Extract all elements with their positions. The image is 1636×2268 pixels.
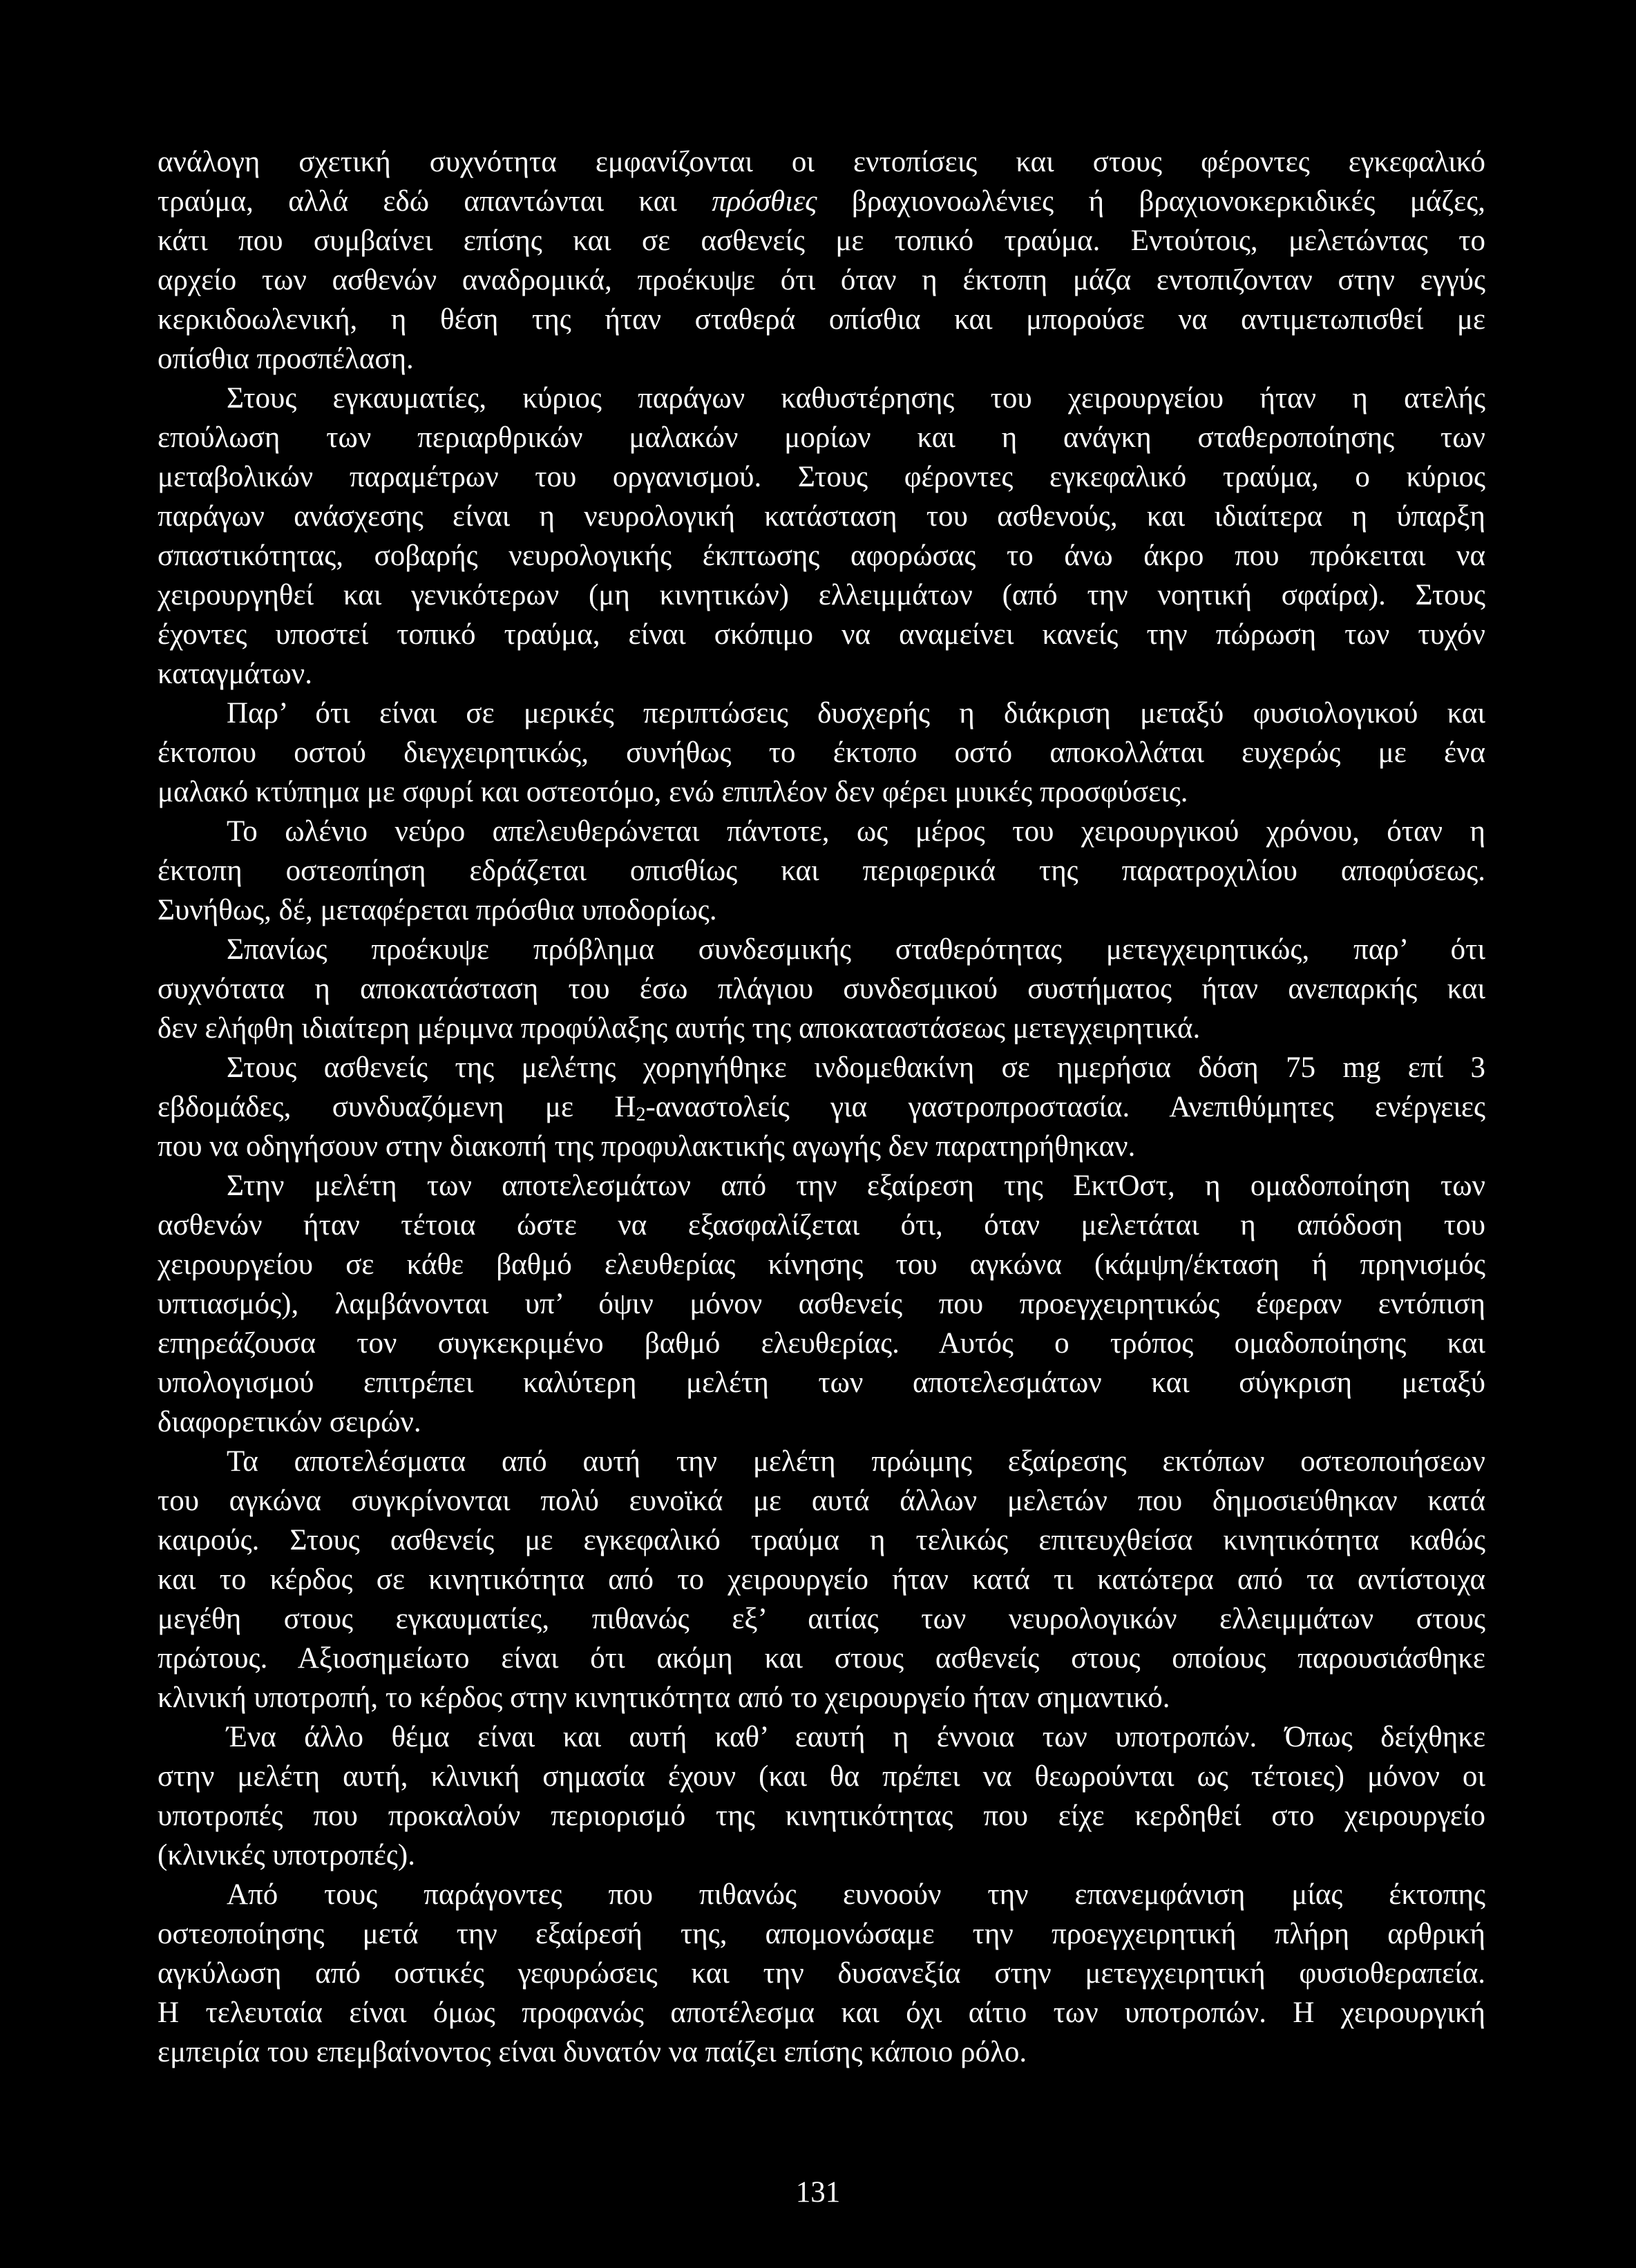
text-line: πρώτους. Αξιοσημείωτο είναι ότι ακόμη και στους ασθενείς στους οποίους παρουσιάσθηκε (158, 1642, 1485, 1675)
text-segment: τραύμα, αλλά εδώ απαντώνται και (158, 185, 712, 218)
text-line: επηρεάζουσα τον συγκεκριμένο βαθμό ελευθερίας. Αυτός ο τρόπος ομαδοποίησης και (158, 1327, 1485, 1360)
text-line: Στην μελέτη των αποτελεσμάτων από την εξαίρεση της ΕκτΟστ, η ομαδοποίηση των (227, 1170, 1485, 1202)
text-line: διαφορετικών σειρών. (158, 1406, 421, 1438)
text-line: Ένα άλλο θέμα είναι και αυτή καθ’ εαυτή η έννοια των υποτροπών. Όπως δείχθηκε (227, 1721, 1485, 1753)
paragraph (158, 694, 1485, 812)
paragraph (158, 1717, 1485, 1875)
text-line (158, 1087, 1485, 1127)
text-line: επούλωση των περιαρθρικών μαλακών μορίων και η ανάγκη σταθεροποίησης των (158, 421, 1485, 454)
paragraph (158, 142, 1485, 379)
text-line: υπολογισμού επιτρέπει καλύτερη μελέτη των αποτελεσμάτων και σύγκριση μεταξύ (158, 1366, 1485, 1399)
text-line: χειρουργηθεί και γενικότερων (μη κινητικών) ελλειμμάτων (από την νοητική σφαίρα). Στους (158, 579, 1485, 611)
text-line: παράγων ανάσχεσης είναι η νευρολογική κατάσταση του ασθενούς, και ιδιαίτερα η ύπαρξη (158, 500, 1485, 533)
text-line: Συνήθως, δέ, μεταφέρεται πρόσθια υποδορίως. (158, 894, 717, 926)
text-line: οπίσθια προσπέλαση. (158, 343, 414, 375)
subscript-text: 2 (636, 1104, 646, 1125)
text-line: Παρ’ ότι είναι σε μερικές περιπτώσεις δυσχερής η διάκριση μεταξύ φυσιολογικού και (227, 697, 1485, 730)
italic-text: πρόσθιες (712, 185, 817, 218)
text-line: μαλακό κτύπημα με σφυρί και οστεοτόμο, ενώ επιπλέον δεν φέρει μυικές προσφύσεις. (158, 776, 1188, 808)
text-line: αρχείο των ασθενών αναδρομικά, προέκυψε ότι όταν η έκτοπη μάζα εντοπιζονταν στην εγγύς (158, 264, 1485, 296)
text-line: Σπανίως προέκυψε πρόβλημα συνδεσμικής σταθερότητας μετεγχειρητικώς, παρ’ ότι (227, 933, 1485, 966)
text-line: εμπειρία του επεμβαίνοντος είναι δυνατόν να παίζει επίσης κάποιο ρόλο. (158, 2036, 1027, 2068)
paragraph (158, 1166, 1485, 1442)
text-line: στην μελέτη αυτή, κλινική σημασία έχουν (και θα πρέπει να θεωρούνται ως τέτοιες) μόνον οι (158, 1760, 1485, 1793)
text-line: χειρουργείου σε κάθε βαθμό ελευθερίας κίνησης του αγκώνα (κάμψη/έκταση ή πρηνισμός (158, 1248, 1485, 1281)
text-line: κάτι που συμβαίνει επίσης και σε ασθενείς με τοπικό τραύμα. Εντούτοις, μελετώντας το (158, 225, 1485, 257)
text-line: δεν ελήφθη ιδιαίτερη μέριμνα προφύλαξης αυτής της αποκαταστάσεως μετεγχειρητικά. (158, 1012, 1201, 1045)
text-segment: εβδομάδες, συνδυαζόμενη με H (158, 1091, 636, 1123)
text-line: Στους εγκαυματίες, κύριος παράγων καθυστέρησης του χειρουργείου ήταν η ατελής (227, 382, 1485, 414)
text-segment: βραχιονοωλένιες ή βραχιονοκερκιδικές μάζες, (817, 185, 1486, 218)
page-number: 131 (795, 2176, 841, 2209)
text-line: που να οδηγήσουν στην διακοπή της προφυλακτικής αγωγής δεν παρατηρήθηκαν. (158, 1130, 1136, 1163)
paragraph (158, 379, 1485, 694)
text-line: κερκιδοωλενική, η θέση της ήταν σταθερά οπίσθια και μπορούσε να αντιμετωπισθεί με (158, 303, 1485, 336)
text-line: συχνότατα η αποκατάσταση του έσω πλάγιου συνδεσμικού συστήματος ήταν ανεπαρκής και (158, 973, 1485, 1005)
text-line: και το κέρδος σε κινητικότητα από το χειρουργείο ήταν κατά τι κατώτερα από τα αντίστοιχα (158, 1563, 1485, 1596)
text-line: καιρούς. Στους ασθενείς με εγκεφαλικό τραύμα η τελικώς επιτευχθείσα κινητικότητα καθώς (158, 1524, 1485, 1556)
text-line: έκτοπου οστού διεγχειρητικώς, συνήθως το έκτοπο οστό αποκολλάται ευχερώς με ένα (158, 736, 1485, 769)
text-line: μεγέθη στους εγκαυματίες, πιθανώς εξ’ αιτίας των νευρολογικών ελλειμμάτων στους (158, 1603, 1485, 1635)
text-line: Στους ασθενείς της μελέτης χορηγήθηκε ινδομεθακίνη σε ημερήσια δόση 75 mg επί 3 (227, 1051, 1485, 1084)
text-segment: -αναστολείς για γαστροπροστασία. Ανεπιθύμητες ενέργειες (645, 1091, 1486, 1123)
text-line: υποτροπές που προκαλούν περιορισμό της κινητικότητας που είχε κερδηθεί στο χειρουργείο (158, 1800, 1485, 1832)
text-line: Η τελευταία είναι όμως προφανώς αποτέλεσμα και όχι αίτιο των υποτροπών. Η χειρουργική (158, 1997, 1485, 2029)
paragraph (158, 812, 1485, 930)
text-line: σπαστικότητας, σοβαρής νευρολογικής έκπτωσης αφορώσας το άνω άκρο που πρόκειται να (158, 540, 1485, 572)
text-line: έκτοπη οστεοπίηση εδράζεται οπισθίως και περιφερικά της παρατροχιλίου αποφύσεως. (158, 855, 1485, 887)
text-line (158, 182, 1485, 221)
text-line: ανάλογη σχετική συχνότητα εμφανίζονται οι εντοπίσεις και στους φέροντες εγκεφαλικό (158, 146, 1485, 178)
text-line: έχοντες υποστεί τοπικό τραύμα, είναι σκόπιμο να αναμείνει κανείς την πώρωση των τυχόν (158, 618, 1485, 651)
text-line: κλινική υποτροπή, το κέρδος στην κινητικότητα από το χειρουργείο ήταν σημαντικό. (158, 1681, 1170, 1714)
text-line: Από τους παράγοντες που πιθανώς ευνοούν την επανεμφάνιση μίας έκτοπης (227, 1878, 1485, 1911)
document-body (158, 142, 1485, 2072)
paragraph (158, 1048, 1485, 1166)
text-line: του αγκώνα συγκρίνονται πολύ ευνοϊκά με αυτά άλλων μελετών που δημοσιεύθηκαν κατά (158, 1485, 1485, 1517)
text-line: Τα αποτελέσματα από αυτή την μελέτη πρώιμης εξαίρεσης εκτόπων οστεοποιήσεων (227, 1445, 1485, 1478)
text-line: καταγμάτων. (158, 658, 312, 690)
paragraph (158, 1875, 1485, 2072)
text-line: ασθενών ήταν τέτοια ώστε να εξασφαλίζεται ότι, όταν μελετάται η απόδοση του (158, 1209, 1485, 1241)
text-line: Το ωλένιο νεύρο απελευθερώνεται πάντοτε, ως μέρος του χειρουργικού χρόνου, όταν η (227, 815, 1485, 848)
text-line: μεταβολικών παραμέτρων του οργανισμού. Στους φέροντες εγκεφαλικό τραύμα, ο κύριος (158, 461, 1485, 493)
text-line: οστεοποίησης μετά την εξαίρεσή της, απομονώσαμε την προεγχειρητική πλήρη αρθρική (158, 1918, 1485, 1950)
paragraph (158, 1442, 1485, 1717)
text-line: (κλινικές υποτροπές). (158, 1839, 415, 1871)
paragraph (158, 930, 1485, 1048)
text-line: υπτιασμός), λαμβάνονται υπ’ όψιν μόνον ασθενείς που προεγχειρητικώς έφεραν εντόπιση (158, 1288, 1485, 1320)
text-line: αγκύλωση από οστικές γεφυρώσεις και την δυσανεξία στην μετεγχειρητική φυσιοθεραπεία. (158, 1957, 1485, 1990)
